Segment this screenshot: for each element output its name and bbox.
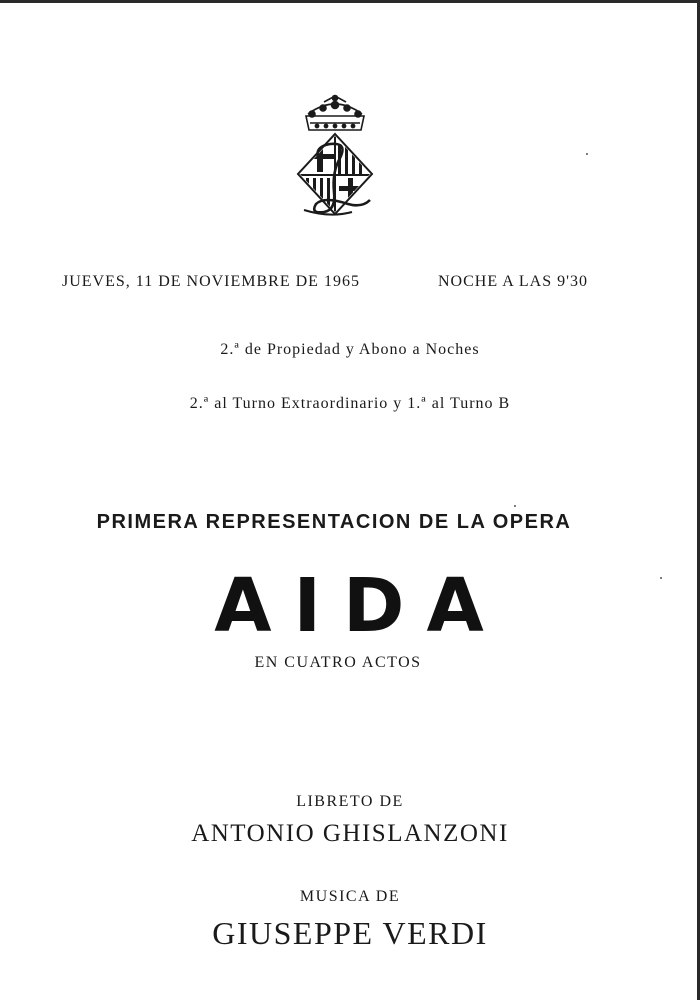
performance-time: NOCHE A LAS 9'30 — [438, 273, 589, 290]
performance-date: JUEVES, 11 DE NOVIEMBRE DE 1965 — [62, 273, 360, 290]
paper-speck — [660, 577, 662, 579]
performance-heading: PRIMERA REPRESENTACION DE LA OPERA — [96, 511, 572, 533]
city-shield-icon — [298, 134, 372, 215]
paper-speck — [586, 153, 588, 155]
music-label: MUSICA DE — [299, 888, 401, 905]
acts-subtitle: EN CUATRO ACTOS — [254, 654, 422, 671]
opera-title: AIDA — [214, 563, 506, 649]
crown-icon — [306, 96, 364, 131]
subscription-line-2: 2.ª al Turno Extraordinario y 1.ª al Turno B — [189, 395, 511, 412]
paper-speck — [514, 505, 516, 507]
libretto-label: LIBRETO DE — [296, 793, 404, 810]
page-top-edge — [0, 0, 700, 3]
libretto-author: ANTONIO GHISLANZONI — [191, 820, 509, 847]
crowned-monogram-emblem-icon — [290, 92, 380, 224]
composer-name: GIUSEPPE VERDI — [212, 915, 488, 951]
subscription-line-1: 2.ª de Propiedad y Abono a Noches — [220, 341, 480, 358]
